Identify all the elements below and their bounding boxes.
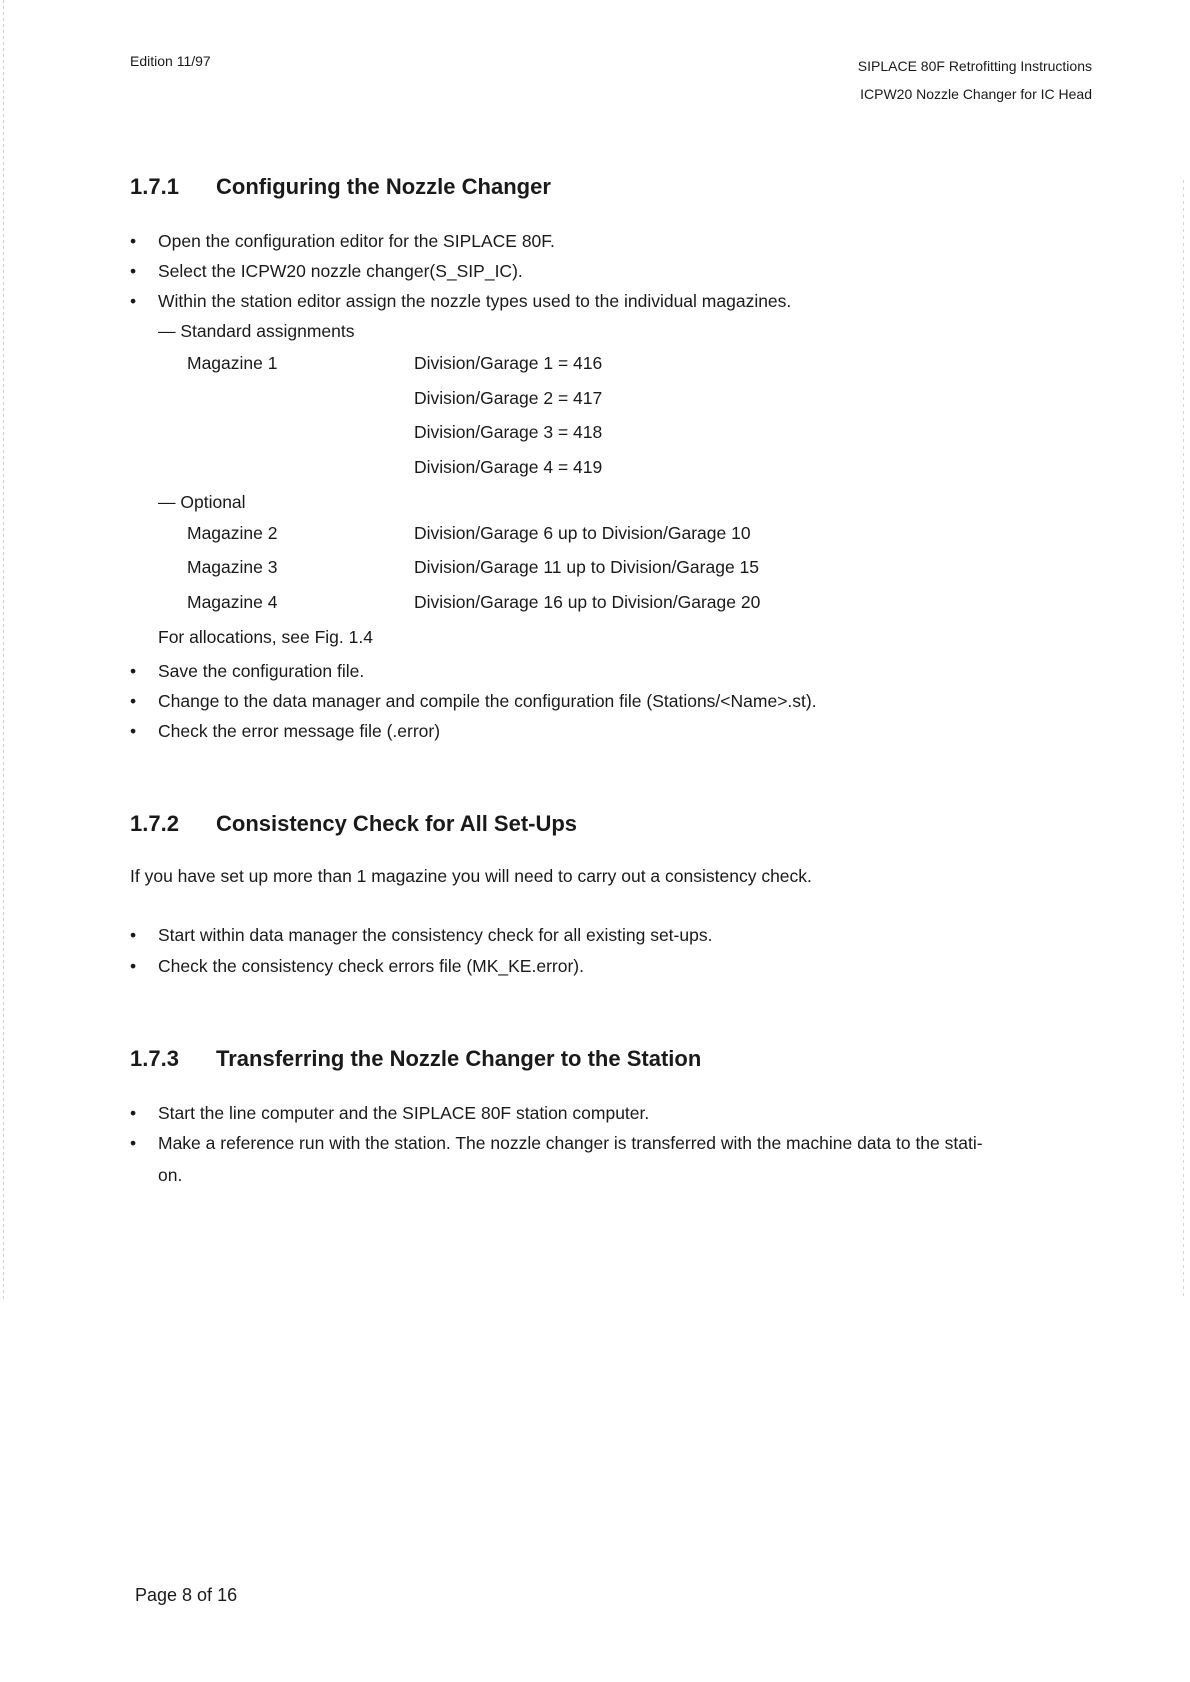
section-heading-1-7-2 bbox=[130, 811, 577, 837]
list-item: • Select the ICPW20 nozzle changer(S_SIP_IC). bbox=[130, 261, 523, 281]
section-title: Transferring the Nozzle Changer to the Station bbox=[216, 1046, 702, 1071]
optional-label: — Optional bbox=[158, 492, 246, 512]
list-item: • Change to the data manager and compile the configuration file (Stations/<Name>.st). bbox=[130, 691, 817, 711]
magazine-label: Magazine 1 bbox=[187, 353, 278, 373]
standard-assignments-label: — Standard assignments bbox=[158, 321, 355, 341]
bullet-icon: • bbox=[130, 261, 137, 281]
edition-label: Edition 11/97 bbox=[130, 53, 211, 69]
assignment-row: Division/Garage 2 = 417 bbox=[414, 388, 603, 408]
bullet-icon: • bbox=[130, 1103, 137, 1123]
assignment-row: Division/Garage 3 = 418 bbox=[414, 422, 603, 442]
section-number: 1.7.1 bbox=[130, 174, 179, 199]
list-item: • Open the configuration editor for the SIPLACE 80F. bbox=[130, 231, 555, 251]
bullet-icon: • bbox=[130, 1133, 137, 1153]
document-header bbox=[858, 52, 1092, 108]
list-item: • Save the configuration file. bbox=[130, 661, 365, 681]
assignment-row: Division/Garage 1 = 416 bbox=[414, 353, 603, 373]
allocation-note: For allocations, see Fig. 1.4 bbox=[158, 627, 373, 647]
page-number: Page 8 of 16 bbox=[135, 1585, 238, 1605]
assignment-row: Division/Garage 11 up to Division/Garage 15 bbox=[414, 557, 760, 577]
scan-edge-left bbox=[3, 0, 4, 1300]
list-item: • Start within data manager the consistency check for all existing set-ups. bbox=[130, 925, 713, 945]
document-subtitle: ICPW20 Nozzle Changer for IC Head bbox=[860, 86, 1092, 102]
bullet-icon: • bbox=[130, 291, 137, 311]
assignment-row: Division/Garage 6 up to Division/Garage 10 bbox=[414, 523, 751, 543]
bullet-icon: • bbox=[130, 691, 137, 711]
scan-edge-right bbox=[1183, 180, 1184, 1300]
section-number: 1.7.2 bbox=[130, 811, 179, 836]
bullet-icon: • bbox=[130, 925, 137, 945]
assignment-row: Division/Garage 4 = 419 bbox=[414, 457, 603, 477]
section-intro: If you have set up more than 1 magazine you will need to carry out a consistency check. bbox=[130, 866, 812, 886]
list-item: • Check the error message file (.error) bbox=[130, 721, 441, 741]
document-title: SIPLACE 80F Retrofitting Instructions bbox=[857, 58, 1092, 74]
bullet-icon: • bbox=[130, 721, 137, 741]
list-item: • Within the station editor assign the nozzle types used to the individual magazines. bbox=[130, 291, 792, 311]
bullet-icon: • bbox=[130, 231, 137, 251]
magazine-label: Magazine 2 bbox=[187, 523, 278, 543]
list-item: • Start the line computer and the SIPLACE 80F station computer. bbox=[130, 1103, 650, 1123]
list-item-continuation: on. bbox=[158, 1165, 183, 1185]
section-title: Configuring the Nozzle Changer bbox=[216, 174, 551, 199]
list-item: • Check the consistency check errors file (MK_KE.error). bbox=[130, 956, 584, 976]
magazine-label: Magazine 4 bbox=[187, 592, 278, 612]
bullet-icon: • bbox=[130, 956, 137, 976]
section-heading-1-7-1 bbox=[130, 174, 551, 200]
bullet-icon: • bbox=[130, 661, 137, 681]
section-heading-1-7-3 bbox=[130, 1046, 701, 1072]
section-number: 1.7.3 bbox=[130, 1046, 179, 1071]
list-item: • Make a reference run with the station. The nozzle changer is transferred with the machine data to the stati- bbox=[130, 1133, 983, 1153]
assignment-row: Division/Garage 16 up to Division/Garage 20 bbox=[414, 592, 761, 612]
magazine-label: Magazine 3 bbox=[187, 557, 278, 577]
section-title: Consistency Check for All Set-Ups bbox=[216, 811, 578, 836]
